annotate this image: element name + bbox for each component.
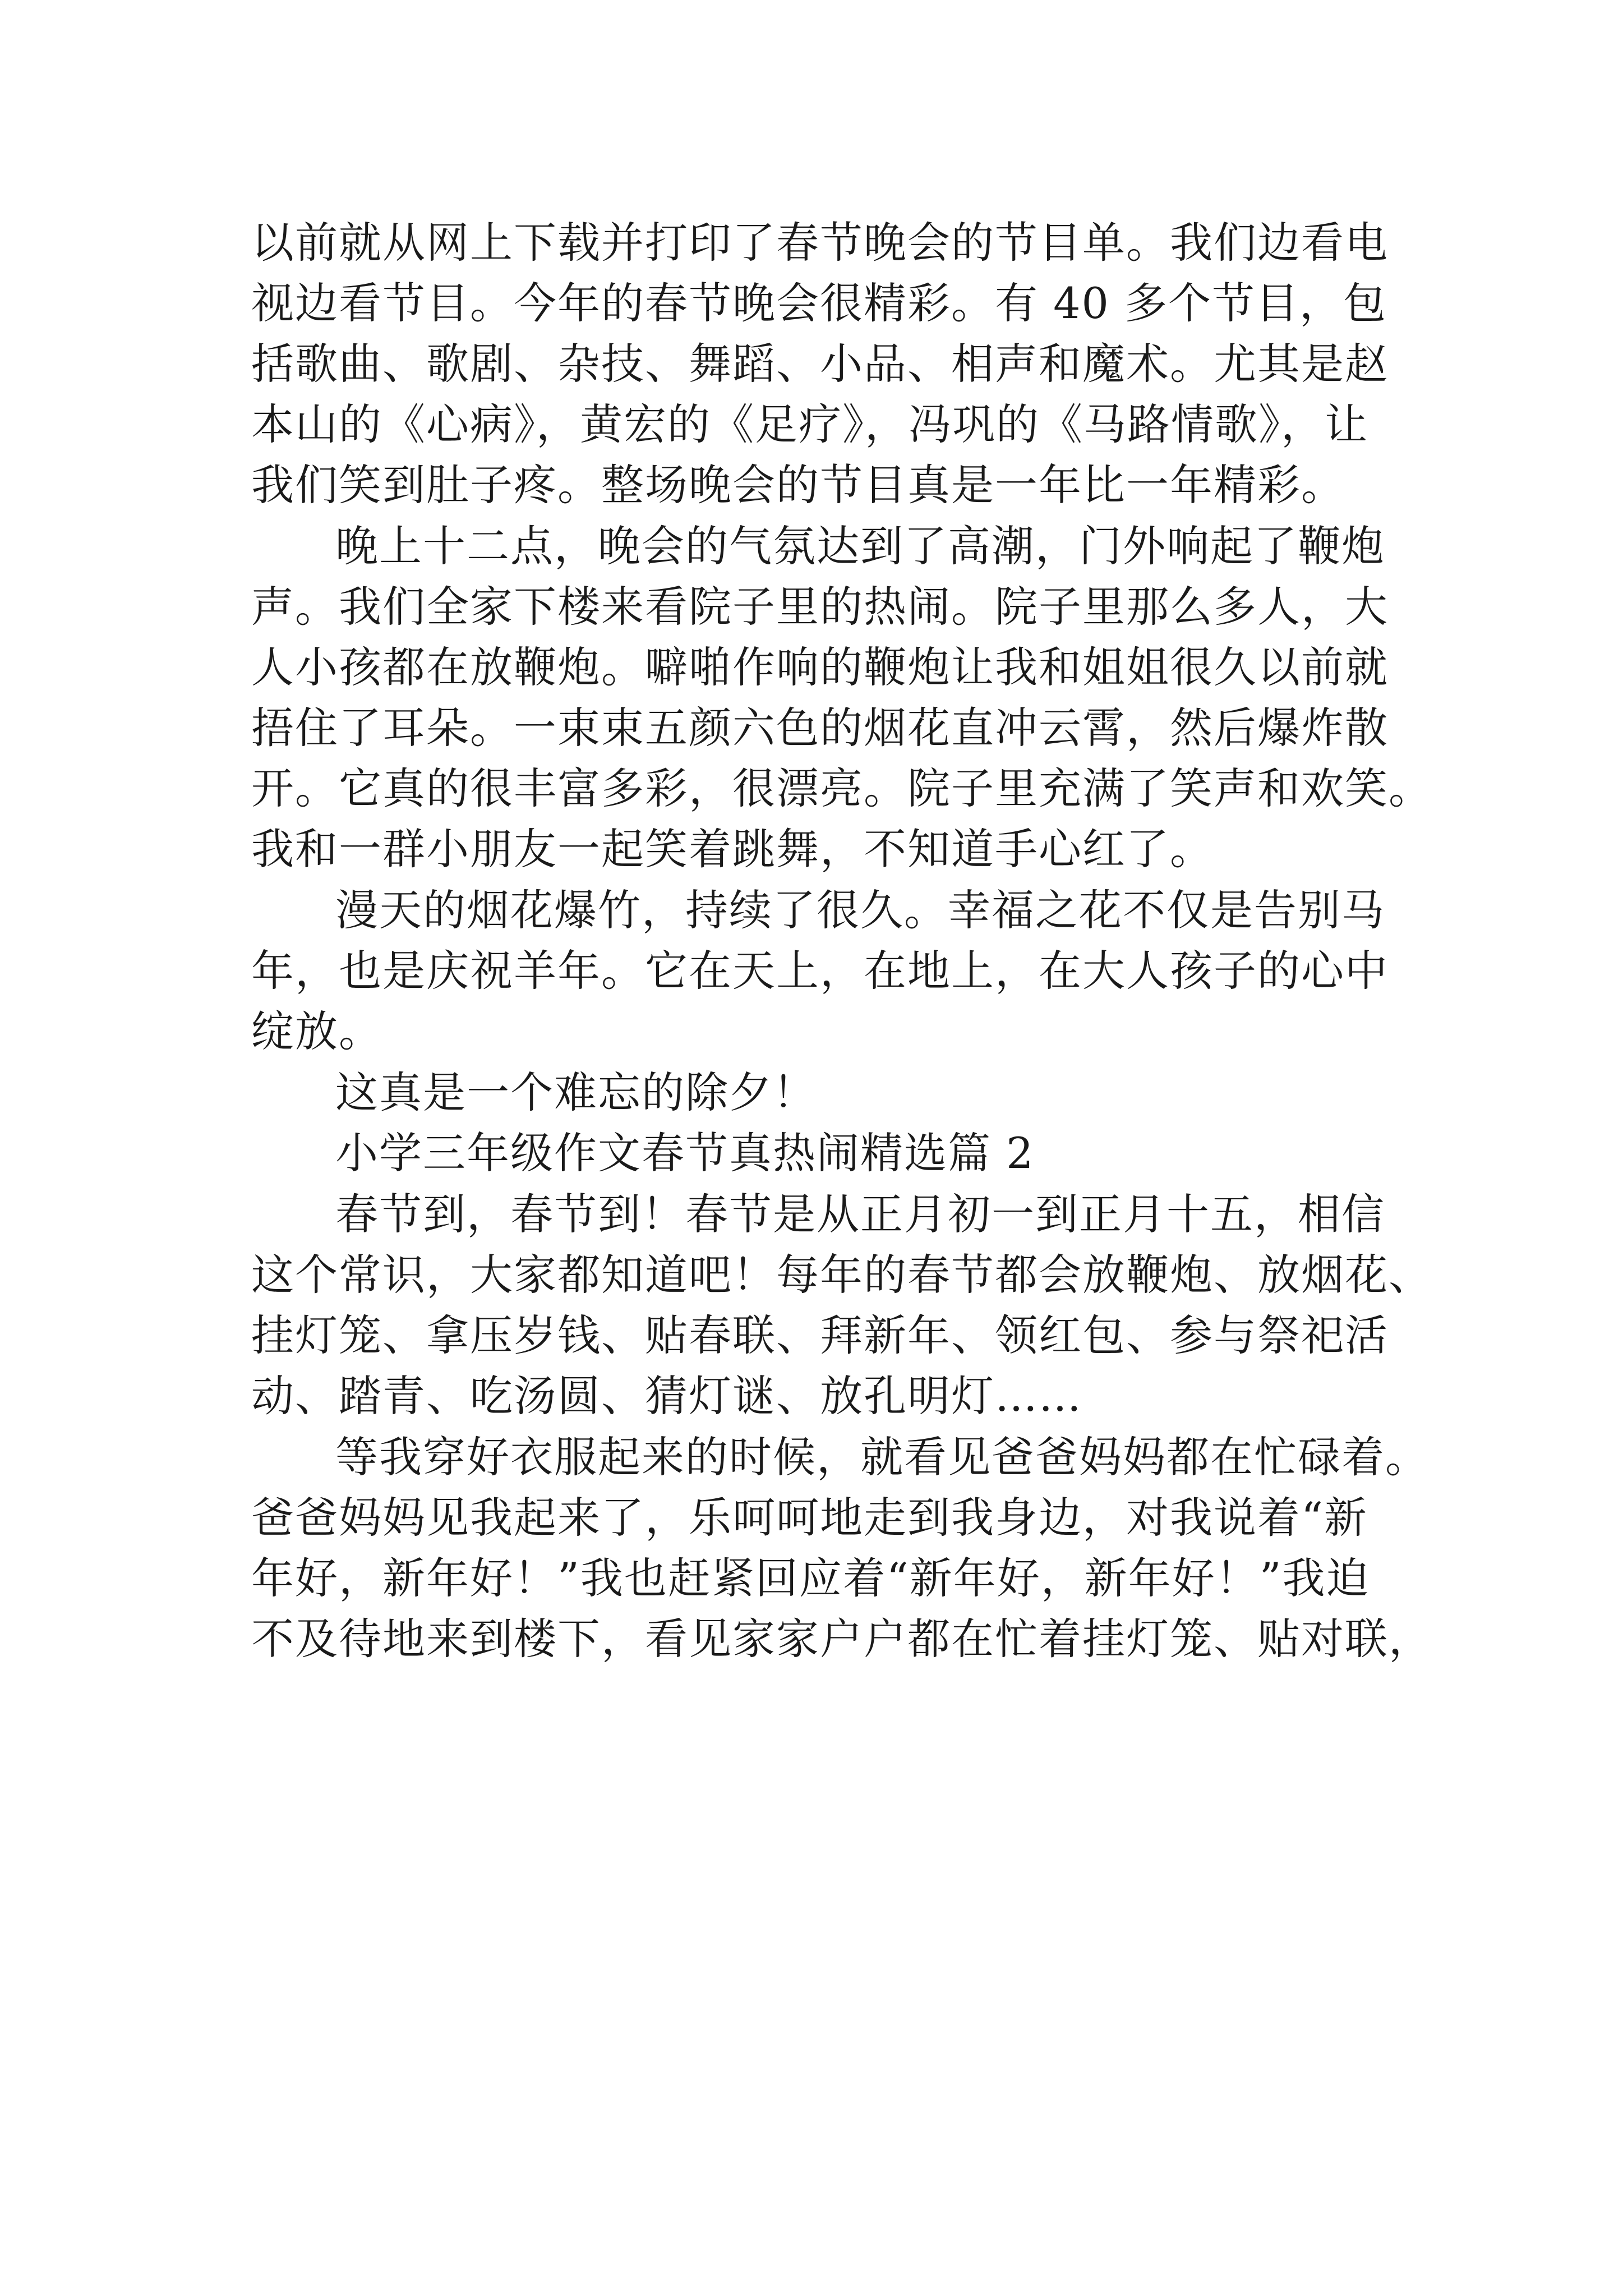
section-heading: 小学三年级作文春节真热闹精选篇 2	[335, 1128, 1035, 1178]
text-line: 绽放。	[251, 1006, 382, 1056]
text-line: 爸爸妈妈见我起来了，乐呵呵地走到我身边，对我说着“新	[251, 1493, 1368, 1543]
text-line: 人小孩都在放鞭炮。噼啪作响的鞭炮让我和姐姐很久以前就	[251, 642, 1389, 692]
text-line: 我和一群小朋友一起笑着跳舞，不知道手心红了。	[251, 824, 1214, 874]
text-line: 捂住了耳朵。一束束五颜六色的烟花直冲云霄，然后爆炸散	[251, 703, 1389, 753]
text-line: 动、踏青、吃汤圆、猜灯谜、放孔明灯……	[251, 1371, 1082, 1421]
text-line: 括歌曲、歌剧、杂技、舞蹈、小品、相声和魔术。尤其是赵	[251, 339, 1389, 389]
text-line: 视边看节目。今年的春节晚会很精彩。有 40 多个节目，包	[251, 278, 1387, 328]
paragraph-start-line: 晚上十二点，晚会的气氛达到了高潮，门外响起了鞭炮	[335, 521, 1385, 571]
paragraph-start-line: 漫天的烟花爆竹，持续了很久。幸福之花不仅是告别马	[335, 885, 1385, 935]
text-line: 挂灯笼、拿压岁钱、贴春联、拜新年、领红包、参与祭祀活	[251, 1310, 1389, 1360]
paragraph-start-line: 等我穿好衣服起来的时候，就看见爸爸妈妈都在忙碌着。	[335, 1432, 1429, 1482]
text-line: 开。它真的很丰富多彩，很漂亮。院子里充满了笑声和欢笑。	[251, 763, 1432, 813]
text-line: 年好，新年好！”我也赶紧回应着“新年好，新年好！”我迫	[251, 1553, 1370, 1603]
paragraph-start-line: 春节到，春节到！春节是从正月初一到正月十五，相信	[335, 1189, 1385, 1239]
text-line: 以前就从网上下载并打印了春节晚会的节目单。我们边看电	[251, 218, 1389, 268]
text-line: 本山的《心病》，黄宏的《足疗》，冯巩的《马路情歌》，让	[251, 399, 1368, 449]
text-line: 这个常识，大家都知道吧！每年的春节都会放鞭炮、放烟花、	[251, 1250, 1432, 1300]
text-line: 我们笑到肚子疼。整场晚会的节目真是一年比一年精彩。	[251, 460, 1345, 510]
text-line: 声。我们全家下楼来看院子里的热闹。院子里那么多人，大	[251, 582, 1389, 632]
paragraph-start-line: 这真是一个难忘的除夕！	[335, 1068, 817, 1117]
text-line: 不及待地来到楼下，看见家家户户都在忙着挂灯笼、贴对联，	[251, 1614, 1432, 1664]
text-line: 年，也是庆祝羊年。它在天上，在地上，在大人孩子的心中	[251, 946, 1389, 996]
